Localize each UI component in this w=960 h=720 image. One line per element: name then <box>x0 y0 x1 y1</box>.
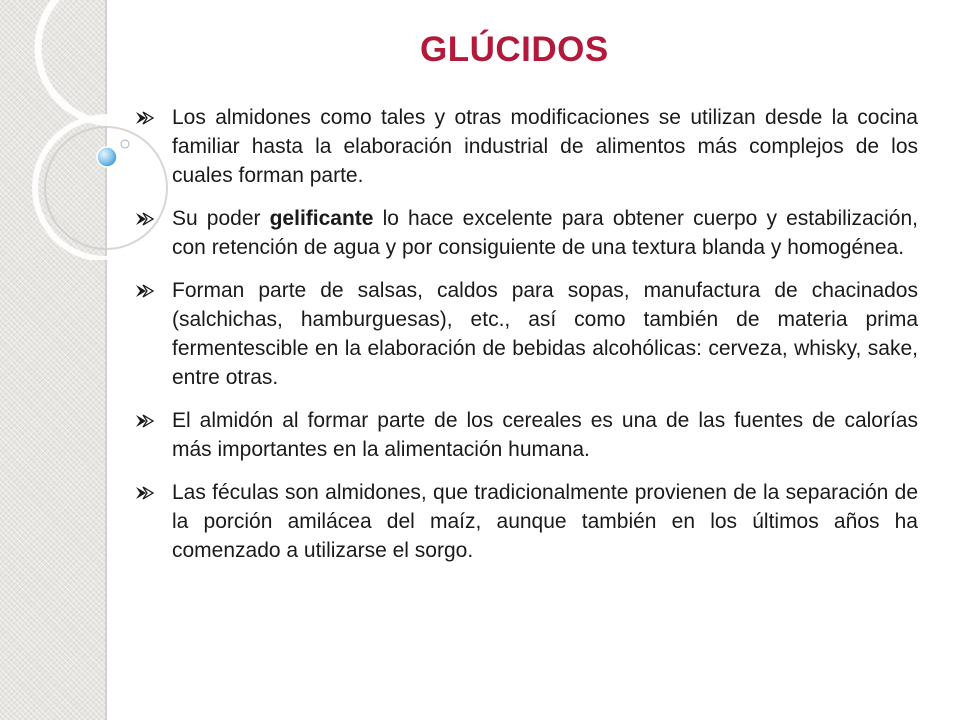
bullet-item <box>135 204 918 262</box>
bullet-item <box>135 406 918 464</box>
blue-orb-decoration <box>97 147 117 167</box>
arrow-bullet-icon <box>135 414 155 428</box>
bullet-text: Los almidones como tales y otras modificaciones se utilizan desde la cocina familiar hasta la elaboración industrial de alimentos más complejos de los cuales forman parte. <box>172 106 918 187</box>
arrow-bullet-icon <box>135 212 155 226</box>
bullet-text: El almidón al formar parte de los cereales es una de las fuentes de calorías más importantes en la alimentación humana. <box>172 409 918 461</box>
bullet-item <box>135 103 918 190</box>
small-ring-decoration <box>121 140 129 148</box>
arrow-bullet-icon <box>135 111 155 125</box>
bullet-text: Las féculas son almidones, que tradicionalmente provienen de la separación de la porción amilácea del maíz, aunque también en los últimos años ha comenzado a utilizarse el sorgo. <box>172 481 918 562</box>
bullet-text: Forman parte de salsas, caldos para sopas, manufactura de chacinados (salchichas, hamburguesas), etc., así como también de materia prima fermentescible en la elaboración de bebidas alcohólicas: cerveza, whisky, sake, entre otras. <box>172 279 918 389</box>
bullet-list <box>135 103 918 579</box>
arrow-bullet-icon <box>135 486 155 500</box>
bullet-item <box>135 276 918 392</box>
arrow-bullet-icon <box>135 284 155 298</box>
bullet-text-after: lo hace excelente para obtener cuerpo y estabilización, con retención de agua y por consiguiente de una textura blanda y homogénea. <box>172 207 918 259</box>
bullet-bold-term: gelificante <box>269 207 374 230</box>
bullet-text-before: Su poder <box>172 207 270 230</box>
bullet-item <box>135 478 918 565</box>
slide-title: GLÚCIDOS <box>420 30 609 69</box>
